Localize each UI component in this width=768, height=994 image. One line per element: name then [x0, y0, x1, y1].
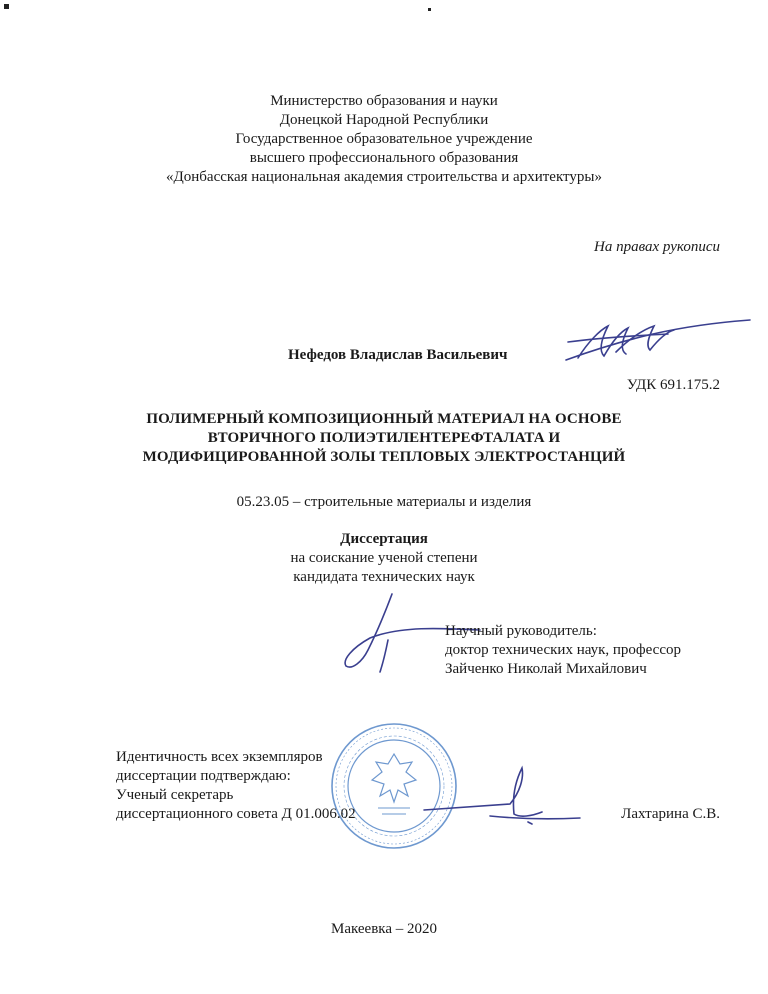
ministry-line: Министерство образования и науки: [270, 93, 498, 109]
udc-code: УДК 691.175.2: [626, 377, 720, 393]
dissertation-title-line-1: ПОЛИМЕРНЫЙ КОМПОЗИЦИОННЫЙ МАТЕРИАЛ НА ОСНОВЕ: [146, 411, 622, 427]
education-level-line: высшего профессионального образования: [249, 150, 519, 166]
secretary-signature: [420, 762, 590, 842]
supervisor-label: Научный руководитель:: [445, 623, 597, 639]
certification-line-4: диссертационного совета Д 01.006.02: [116, 806, 356, 822]
degree-line-1: на соискание ученой степени: [290, 550, 478, 566]
dissertation-title-line-3: МОДИФИЦИРОВАННОЙ ЗОЛЫ ТЕПЛОВЫХ ЭЛЕКТРОСТАНЦИЙ: [142, 449, 626, 465]
institution-type-line: Государственное образовательное учреждение: [235, 131, 533, 147]
academy-name-line: «Донбасская национальная академия строительства и архитектуры»: [166, 169, 602, 185]
dissertation-title-line-2: ВТОРИЧНОГО ПОЛИЭТИЛЕНТЕРЕФТАЛАТА И: [207, 430, 561, 446]
dissertation-label: Диссертация: [340, 531, 428, 547]
author-name: Нефедов Владислав Васильевич: [288, 347, 508, 363]
scan-mark-top: [428, 8, 431, 11]
secretary-name: Лахтарина С.В.: [621, 806, 720, 822]
supervisor-degree: доктор технических наук, профессор: [445, 642, 682, 658]
certification-line-3: Ученый секретарь: [116, 787, 234, 803]
scan-mark-corner: [4, 4, 9, 9]
city-year: Макеевка – 2020: [330, 921, 438, 937]
degree-line-2: кандидата технических наук: [293, 569, 475, 585]
certification-line-1: Идентичность всех экземпляров: [116, 749, 323, 765]
specialty: 05.23.05 – строительные материалы и изделия: [236, 494, 532, 510]
manuscript-note: На правах рукописи: [594, 239, 720, 255]
author-signature: [558, 312, 758, 372]
republic-line: Донецкой Народной Республики: [279, 112, 489, 128]
certification-line-2: диссертации подтверждаю:: [116, 768, 291, 784]
supervisor-name: Зайченко Николай Михайлович: [445, 661, 647, 677]
